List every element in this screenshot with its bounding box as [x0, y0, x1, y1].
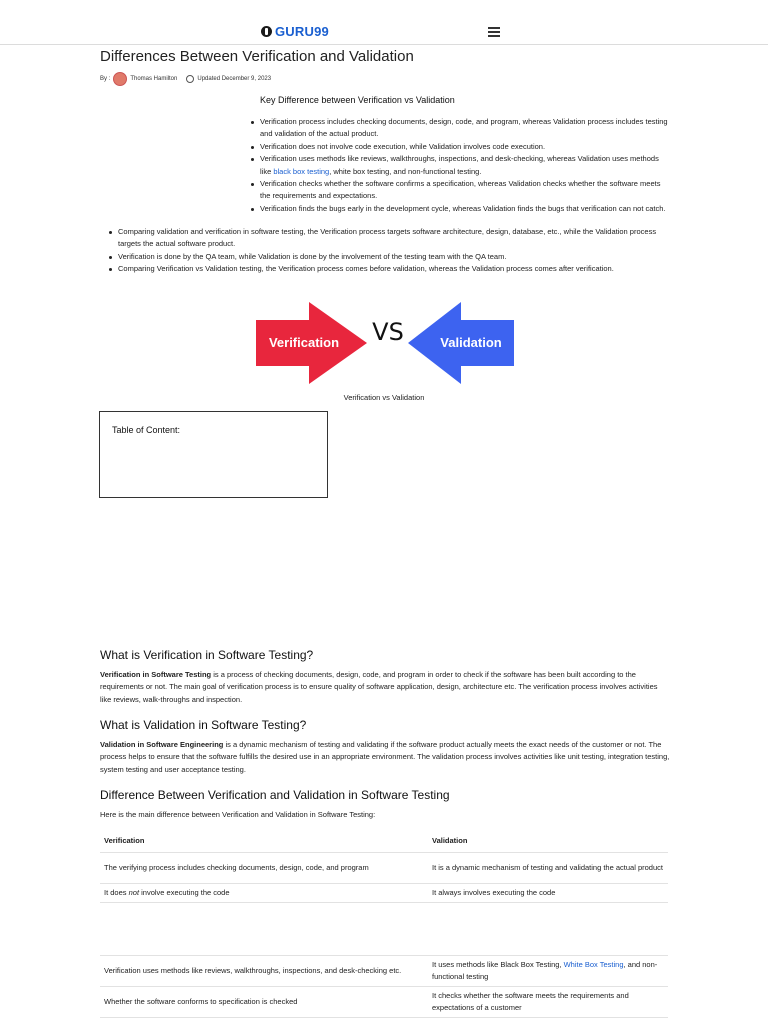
header-validation: Validation	[428, 829, 668, 853]
validation-label: Validation	[440, 335, 502, 350]
comparison-list	[118, 226, 673, 276]
top-bar	[0, 0, 768, 45]
table-row	[100, 884, 668, 903]
page-title: Differences Between Verification and Validation	[100, 48, 414, 65]
table-cell: It is a dynamic mechanism of testing and validating the actual product	[428, 853, 668, 884]
vs-label: VS	[372, 318, 404, 346]
black-box-testing-link[interactable]: black box testing	[273, 166, 330, 176]
comparison-table	[100, 829, 668, 1018]
verification-heading: What is Verification in Software Testing?	[100, 648, 314, 662]
verification-term: Verification in Software Testing	[100, 670, 212, 679]
table-cell: It checks whether the software meets the requirements and expectations of a customer	[428, 987, 668, 1018]
table-spacer-row	[100, 903, 668, 956]
list-item: Verification checks whether the software confirms a specification, whereas Validation checks whether the software meets the requirements and expectations.	[260, 178, 670, 203]
validation-heading: What is Validation in Software Testing?	[100, 718, 307, 732]
author-avatar	[113, 72, 127, 86]
text-span: , and non-functional testing	[432, 960, 658, 981]
table-cell	[428, 903, 668, 956]
table-cell: The verifying process includes checking documents, design, code, and program	[100, 853, 428, 884]
key-difference-title: Key Difference between Verification vs Validation	[260, 95, 455, 105]
verification-paragraph	[100, 669, 670, 706]
updated-date: Updated December 9, 2023	[197, 76, 272, 82]
text-span: involve executing the code	[139, 888, 230, 897]
logo-text: GURU99	[275, 24, 329, 39]
verification-label: Verification	[268, 335, 340, 350]
validation-paragraph	[100, 739, 670, 776]
validation-term: Validation in Software Engineering	[100, 740, 224, 749]
text-span: Verification uses methods like reviews, walkthroughs, inspections, and desk-checking, whereas Validation uses methods like	[260, 154, 659, 176]
list-item: Comparing Verification vs Validation testing, the Verification process comes before validation, whereas the Validation process comes after verification.	[118, 263, 673, 275]
author-name[interactable]: Thomas Hamilton	[130, 76, 178, 82]
clock-icon	[186, 75, 194, 83]
emphasis-not: not	[128, 888, 140, 897]
header-verification: Verification	[100, 829, 428, 853]
table-row	[100, 987, 668, 1018]
figure-caption: Verification vs Validation	[343, 393, 425, 402]
paragraph-text: is a dynamic mechanism of testing and validating if the software product actually meets the exact needs of the customer or not. The process helps to ensure that the software fulfills the desired use in an appropriate environment. The validation process involves activities like unit testing, integration testing, system testing and user acceptance testing.	[100, 740, 670, 774]
list-item: Verification finds the bugs early in the development cycle, whereas Validation finds the bugs that verification can not catch.	[260, 203, 670, 215]
toc-title: Table of Content:	[112, 425, 181, 435]
table-cell: Whether the software conforms to specification is checked	[100, 987, 428, 1018]
table-cell	[100, 903, 428, 956]
list-item	[260, 153, 670, 178]
list-item: Comparing validation and verification in software testing, the Verification process targets software architecture, design, database, etc., while the Validation process targets the actual software product.	[118, 226, 673, 251]
key-difference-list	[260, 116, 670, 215]
text-span: It uses methods like Black Box Testing,	[432, 960, 564, 969]
list-item: Verification does not involve code execution, while Validation involves code execution.	[260, 141, 670, 153]
white-box-testing-link[interactable]: White Box Testing	[563, 960, 624, 969]
table-cell: It always involves executing the code	[428, 884, 668, 903]
text-span: , white box testing, and non-functional testing.	[329, 166, 482, 176]
list-item: Verification is done by the QA team, while Validation is done by the involvement of the testing team with the QA team.	[118, 251, 673, 263]
table-cell: Verification uses methods like reviews, walkthroughs, inspections, and desk-checking etc.	[100, 956, 428, 987]
table-row	[100, 853, 668, 884]
byline	[100, 72, 271, 86]
list-item: Verification process includes checking documents, design, code, and program, whereas Validation process includes testing and validation of the actual product.	[260, 116, 670, 141]
table-cell	[428, 956, 668, 987]
verification-vs-validation-image	[254, 300, 516, 386]
text-span: It does	[104, 888, 129, 897]
difference-heading: Difference Between Verification and Validation in Software Testing	[100, 788, 450, 802]
table-header-row	[100, 829, 668, 853]
table-cell	[100, 884, 428, 903]
difference-intro: Here is the main difference between Verification and Validation in Software Testing:	[100, 810, 376, 819]
paragraph-text: is a process of checking documents, design, code, and program in order to check if the software has been built according to the requirements or not. The main goal of verification process is to ensure quality of software application, design, architecture etc. The verification process involves activities like reviews, walk-throughs and inspection.	[100, 670, 658, 704]
hamburger-menu-icon[interactable]	[488, 27, 500, 37]
table-of-content[interactable]	[99, 411, 328, 498]
byline-prefix: By :	[100, 76, 111, 82]
guru99-logo-icon	[261, 26, 272, 37]
site-logo[interactable]	[261, 24, 329, 39]
table-row	[100, 956, 668, 987]
